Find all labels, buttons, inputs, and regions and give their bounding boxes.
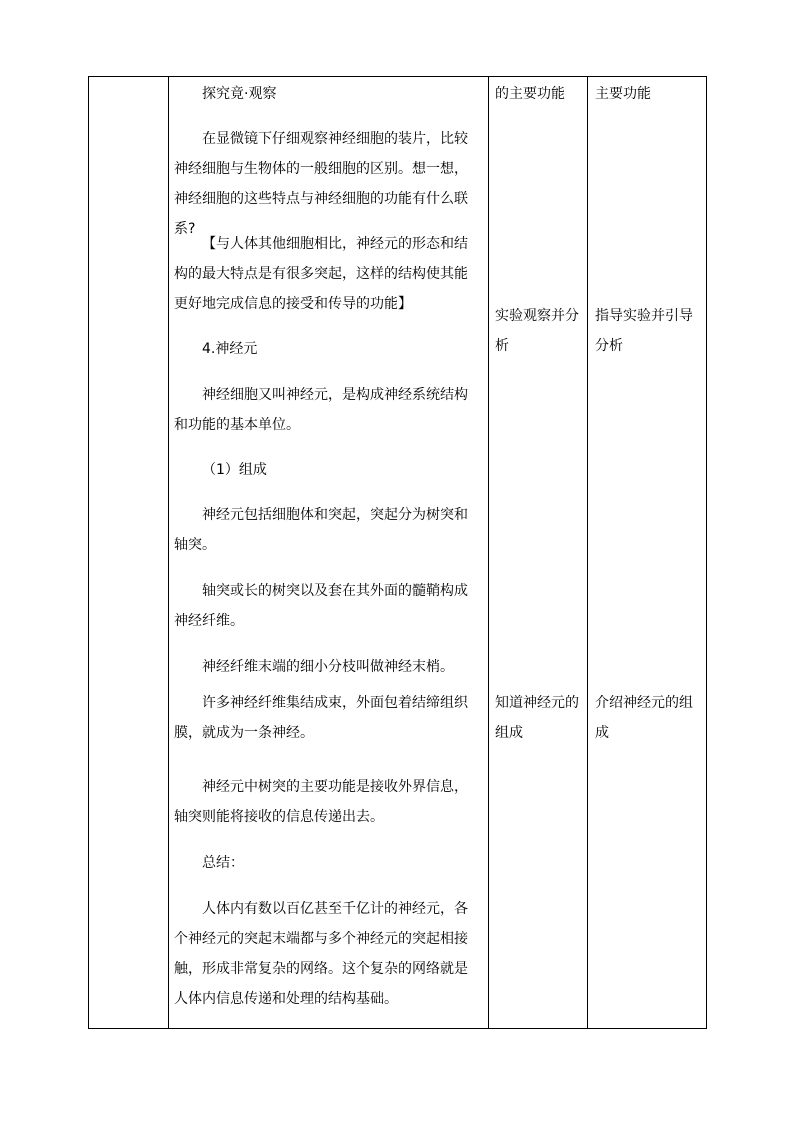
paragraph-summary: 人体内有数以百亿甚至千亿计的神经元，各个神经元的突起末端都与多个神经元的突起相接触，形成非常复杂的网络。这个复杂的网络就是人体内信息传递和处理的结构基础。	[174, 901, 468, 1007]
paragraph-nerve-fiber: 轴突或长的树突以及套在其外面的髓鞘构成神经纤维。	[174, 583, 468, 629]
student-activity-neuron-line-2: 组成	[495, 725, 523, 741]
student-activity-top	[495, 79, 565, 109]
paragraph-nerve-ending: 神经纤维末端的细小分枝叫做神经末梢。	[202, 659, 454, 675]
section-heading-explore: 探究竟·观察	[202, 86, 277, 102]
paragraph-neuron-definition: 神经细胞又叫神经元，是构成神经系统结构和功能的基本单位。	[174, 387, 468, 433]
column-divider-2	[488, 77, 489, 1028]
section-heading-neuron: 4.神经元	[202, 341, 258, 357]
student-activity-neuron-line-1: 知道神经元的	[495, 695, 579, 711]
paragraph-nerve-bundle: 许多神经纤维集结成束，外面包着结缔组织膜，就成为一条神经。	[174, 695, 468, 741]
column-divider-3	[587, 77, 588, 1028]
student-activity-experiment-line-2: 析	[495, 338, 509, 354]
teacher-activity-experiment-line-1: 指导实验并引导	[595, 308, 693, 324]
lesson-table	[88, 76, 707, 1029]
student-activity-experiment	[495, 301, 579, 361]
paragraph-observation-task: 在显微镜下仔细观察神经细胞的装片，比较神经细胞与生物体的一般细胞的区别。想一想，神经细胞的这些特点与神经细胞的功能有什么联系?	[174, 131, 468, 237]
teacher-activity-experiment-line-2: 分析	[595, 338, 623, 354]
paragraph-dendrite-axon-function: 神经元中树突的主要功能是接收外界信息，轴突则能将接收的信息传递出去。	[174, 779, 468, 825]
student-activity-top-text: 的主要功能	[495, 86, 565, 102]
teacher-activity-top-text: 主要功能	[595, 86, 651, 102]
student-activity-neuron	[495, 688, 579, 748]
teacher-activity-neuron	[595, 688, 693, 748]
column-divider-1	[168, 77, 169, 1028]
teacher-activity-experiment	[595, 301, 693, 361]
subheading-composition: （1）组成	[202, 462, 267, 478]
paragraph-neuron-parts: 神经元包括细胞体和突起，突起分为树突和轴突。	[174, 507, 468, 553]
summary-heading: 总结：	[202, 855, 244, 871]
teacher-activity-top	[595, 79, 651, 109]
student-activity-experiment-line-1: 实验观察并分	[495, 308, 579, 324]
teacher-activity-neuron-line-1: 介绍神经元的组	[595, 695, 693, 711]
teacher-activity-neuron-line-2: 成	[595, 725, 609, 741]
paragraph-answer-bracket: 【与人体其他细胞相比，神经元的形态和结构的最大特点是有很多突起，这样的结构使其能更好地完成信息的接受和传导的功能】	[174, 236, 468, 312]
